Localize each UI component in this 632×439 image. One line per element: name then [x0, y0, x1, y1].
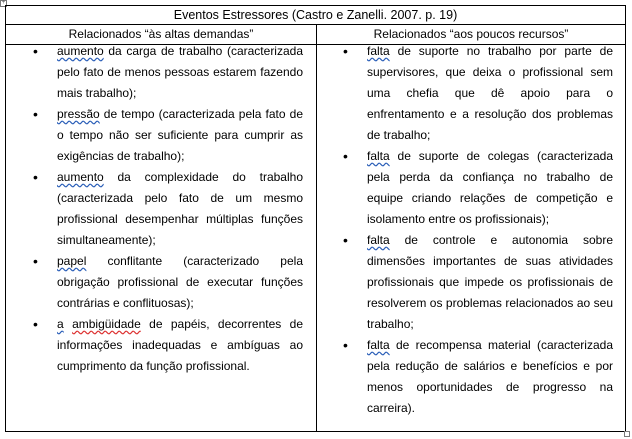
left-column-header: Relacionados “às altas demandas”: [68, 27, 254, 41]
item-keyword: falta: [367, 233, 390, 247]
item-keyword: pressão: [57, 107, 100, 121]
bullet-icon: •: [33, 106, 38, 122]
bullet-icon: •: [33, 43, 38, 59]
item-text: de controle e autonomia sobre dimensões importantes de suas atividades profissionais que impede os profissionais de resolverem os problemas relacionados ao seu trabalho;: [367, 233, 613, 331]
item-text: de recompensa material (caracterizada pela redução de salários e benefícios e por menos oportunidades de progresso na carreira).: [367, 338, 613, 415]
list-item: [334, 146, 613, 230]
item-keyword-secondary: ambigüidade: [72, 317, 141, 331]
item-keyword: falta: [367, 149, 390, 163]
list-item: [24, 104, 303, 167]
list-item: [334, 230, 613, 335]
item-text: de papéis, decorrentes de informações inadequadas e ambíguas ao cumprimento da função profissional.: [57, 317, 303, 373]
item-keyword: falta: [367, 338, 390, 352]
list-item: [334, 335, 613, 419]
list-item: [24, 167, 303, 251]
item-text: de tempo (caracterizada pela fato de o tempo não ser suficiente para cumprir as exigências de trabalho);: [57, 107, 303, 163]
list-item: [24, 41, 303, 104]
few-resources-list: [334, 41, 613, 419]
item-text: da carga de trabalho (caracterizada pelo fato de menos pessoas estarem fazendo mais trabalho);: [57, 44, 303, 100]
list-item: [24, 314, 303, 377]
column-divider: [316, 25, 317, 431]
table-resize-handle-icon[interactable]: [624, 431, 630, 437]
list-item: [24, 251, 303, 314]
item-keyword: papel: [57, 254, 87, 268]
bullet-icon: •: [343, 232, 348, 248]
list-item: [334, 41, 613, 146]
bullet-icon: •: [343, 43, 348, 59]
bullet-icon: •: [343, 337, 348, 353]
item-keyword: aumento: [57, 44, 104, 58]
high-demands-list: [24, 41, 303, 377]
item-text-mid: [64, 317, 72, 331]
item-keyword: falta: [367, 44, 390, 58]
item-keyword: a: [57, 317, 64, 331]
bullet-icon: •: [33, 253, 38, 269]
bullet-icon: •: [33, 316, 38, 332]
item-text: de suporte no trabalho por parte de supervisores, que deixa o profissional sem uma chefia que dê apoio para o enfrentamento e a resolução dos problemas de trabalho;: [367, 44, 613, 142]
item-text: da complexidade do trabalho (caracterizada pelo fato de um mesmo profissional desempenhar múltiplas funções simultaneamente);: [57, 170, 303, 247]
item-text: de suporte de colegas (caracterizada pela perda da confiança no trabalho de equipe criando relações de competição e isolamento entre os profissionais);: [367, 149, 613, 226]
item-keyword: aumento: [57, 170, 104, 184]
right-column-header: Relacionados “aos poucos recursos”: [373, 27, 569, 41]
table-title: Eventos Estressores (Castro e Zanelli. 2007. p. 19): [6, 6, 625, 25]
bullet-icon: •: [343, 148, 348, 164]
bullet-icon: •: [33, 169, 38, 185]
table-move-handle-icon[interactable]: +: [1, 0, 6, 6]
item-text: conflitante (caracterizado pela obrigação profissional de executar funções contrárias e conflituosas);: [57, 254, 303, 310]
